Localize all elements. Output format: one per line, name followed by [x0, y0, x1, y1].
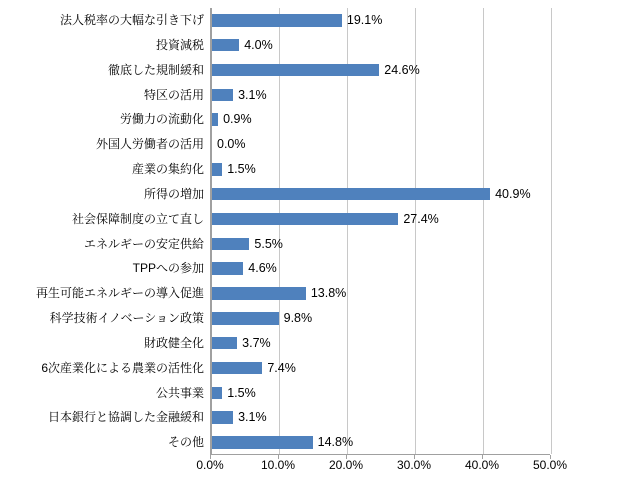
- category-label: 産業の集約化: [131, 162, 204, 176]
- bar-row: [83, 232, 550, 257]
- bar: [212, 287, 306, 300]
- bar: [212, 387, 222, 400]
- bar: [212, 113, 218, 126]
- bar: [212, 362, 262, 375]
- category-label: エネルギーの安定供給: [83, 236, 204, 251]
- bar-row: [167, 430, 550, 455]
- value-label: 0.9%: [223, 112, 252, 127]
- category-label: 労働力の流動化: [119, 112, 204, 127]
- bar: [212, 262, 243, 275]
- value-label: 4.0%: [244, 37, 273, 52]
- value-label: 1.5%: [227, 162, 256, 176]
- value-label: 7.4%: [267, 360, 296, 375]
- bar: [212, 14, 342, 27]
- value-label: 24.6%: [384, 62, 420, 77]
- bar-row: [132, 256, 550, 281]
- value-label: 0.0%: [217, 137, 246, 152]
- bar-row: [131, 157, 550, 182]
- category-label: 特区の活用: [143, 87, 204, 102]
- x-tick-label: 30.0%: [396, 458, 432, 472]
- x-tick-label: 0.0%: [196, 458, 224, 472]
- category-label: 財政健全化: [143, 335, 204, 350]
- value-label: 3.1%: [238, 410, 267, 425]
- category-label: 科学技術イノベーション政策: [49, 311, 204, 325]
- category-label: 投資減税: [155, 37, 204, 52]
- bar-row: [107, 58, 550, 83]
- plot-area: [35, 8, 550, 455]
- value-label: 5.5%: [254, 236, 283, 251]
- category-label: TPPへの参加: [132, 261, 204, 276]
- bar-row: [71, 207, 550, 232]
- bar-row: [143, 182, 550, 207]
- bar-row: [155, 33, 550, 58]
- bar-row: [155, 381, 550, 406]
- value-label: 27.4%: [403, 211, 439, 226]
- category-label: 社会保障制度の立て直し: [71, 211, 204, 226]
- category-label: 所得の増加: [143, 186, 204, 201]
- bar: [212, 188, 490, 201]
- bar: [212, 213, 398, 226]
- bar: [212, 411, 233, 424]
- bar: [212, 39, 239, 52]
- value-label: 19.1%: [346, 13, 383, 27]
- x-tick-label: 50.0%: [532, 458, 568, 472]
- value-label: 14.8%: [317, 435, 354, 450]
- bar-row: [143, 83, 550, 108]
- value-label: 3.1%: [238, 87, 267, 102]
- bar: [212, 238, 249, 251]
- bar-row: [49, 306, 550, 331]
- x-axis-ticks: [196, 455, 568, 477]
- x-tick-label: 20.0%: [328, 458, 364, 472]
- value-label: 1.5%: [227, 385, 256, 400]
- bar: [212, 337, 237, 350]
- x-tick-label: 10.0%: [260, 458, 296, 472]
- category-label: 外国人労働者の活用: [95, 137, 204, 152]
- value-label: 40.9%: [495, 186, 531, 201]
- category-label: 再生可能エネルギーの導入促進: [35, 286, 204, 301]
- category-label: 6次産業化による農業の活性化: [41, 360, 204, 375]
- category-label: その他: [167, 435, 204, 450]
- bar-row: [119, 107, 550, 132]
- bar-row: [41, 356, 550, 381]
- bar-row: [47, 405, 550, 430]
- bar-row: [143, 331, 550, 356]
- bar: [212, 89, 233, 102]
- bar-row: [35, 281, 550, 306]
- value-label: 9.8%: [283, 311, 313, 325]
- value-label: 4.6%: [248, 261, 277, 276]
- category-label: 公共事業: [155, 385, 204, 400]
- value-label: 3.7%: [242, 335, 271, 350]
- category-label: 徹底した規制緩和: [107, 62, 204, 77]
- bar-rows: [35, 8, 550, 454]
- bar: [212, 436, 313, 449]
- category-label: 日本銀行と協調した金融緩和: [47, 410, 204, 425]
- bar: [212, 312, 279, 325]
- category-label: 法人税率の大幅な引き下げ: [59, 13, 204, 27]
- bar-row: [95, 132, 550, 157]
- bar-row: [59, 8, 550, 33]
- value-label: 13.8%: [310, 286, 347, 301]
- bar: [212, 163, 222, 176]
- bar: [212, 64, 379, 77]
- x-tick-label: 40.0%: [464, 458, 500, 472]
- gridline: [551, 8, 552, 454]
